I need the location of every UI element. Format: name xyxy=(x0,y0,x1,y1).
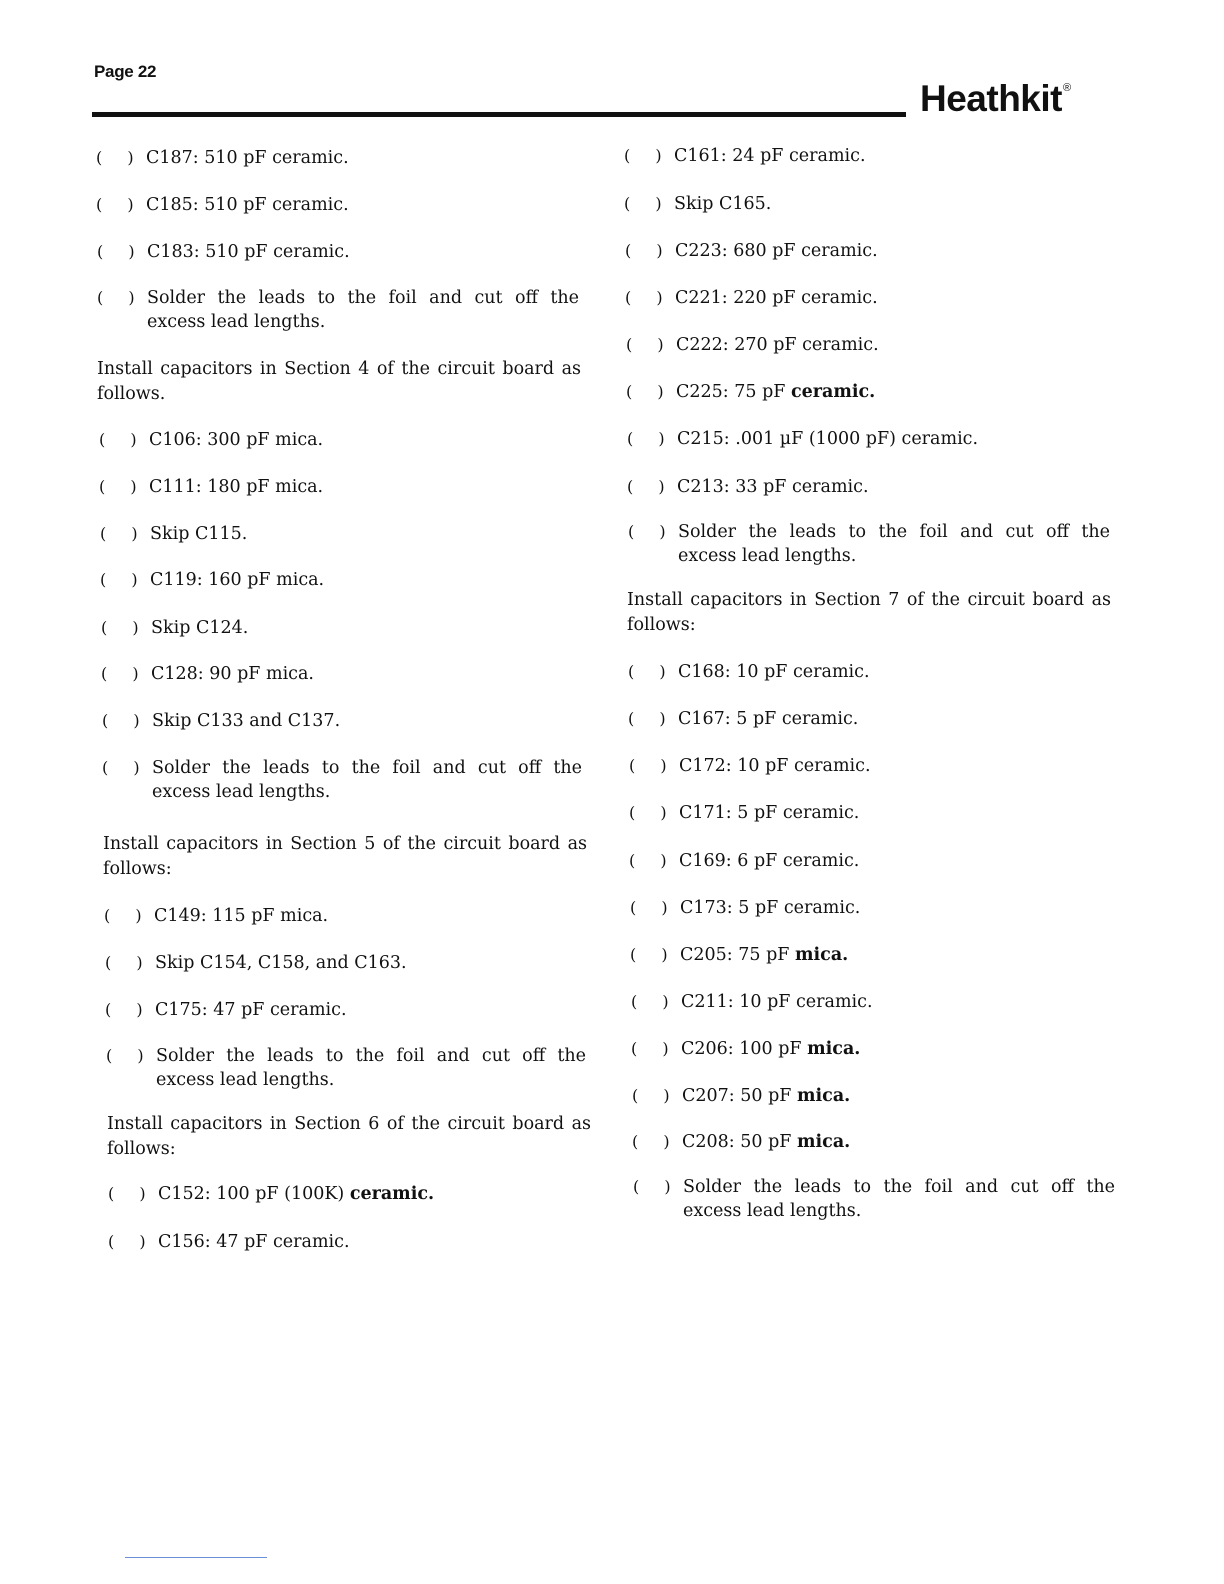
item-text xyxy=(676,380,1116,404)
item-text: C156: 47 pF ceramic. xyxy=(158,1232,350,1252)
checkbox[interactable]: ( ) xyxy=(628,662,676,681)
checklist-item xyxy=(625,286,1115,310)
item-text-main: C208: 50 pF xyxy=(682,1132,797,1152)
item-text: C221: 220 pF ceramic. xyxy=(675,288,878,308)
checklist-item xyxy=(626,380,1116,404)
item-text: Skip C115. xyxy=(150,524,248,544)
checklist-item xyxy=(627,475,1117,499)
item-text: C215: .001 µF (1000 pF) ceramic. xyxy=(677,429,979,449)
checkbox[interactable]: ( ) xyxy=(99,430,147,449)
checkbox[interactable]: ( ) xyxy=(96,195,144,214)
checkbox[interactable]: ( ) xyxy=(632,1086,680,1105)
checklist-item xyxy=(631,1037,1121,1061)
checkbox[interactable]: ( ) xyxy=(632,1132,680,1151)
item-text: C111: 180 pF mica. xyxy=(149,477,324,497)
checkbox[interactable]: ( ) xyxy=(629,851,677,870)
item-text-bold: mica. xyxy=(795,945,849,965)
item-text: C222: 270 pF ceramic. xyxy=(676,335,879,355)
checkbox[interactable]: ( ) xyxy=(624,146,672,165)
item-text: Solder the leads to the foil and cut off the excess lead lengths. xyxy=(678,522,1110,566)
section-instruction: Install capacitors in Section 4 of the circuit board as follows. xyxy=(97,359,581,404)
item-text xyxy=(158,1182,598,1206)
item-text: Solder the leads to the foil and cut off the excess lead lengths. xyxy=(156,1046,586,1090)
checkbox[interactable]: ( ) xyxy=(97,242,145,261)
checklist-item xyxy=(625,239,1115,263)
checkbox[interactable]: ( ) xyxy=(627,477,675,496)
checkbox[interactable]: ( ) xyxy=(102,711,150,730)
item-text: C171: 5 pF ceramic. xyxy=(679,803,860,823)
checkbox[interactable]: ( ) xyxy=(104,906,152,925)
checkbox[interactable]: ( ) xyxy=(630,945,678,964)
brand-logo xyxy=(920,78,1071,120)
checklist-item xyxy=(99,475,589,499)
item-text-bold: ceramic. xyxy=(349,1184,435,1204)
checklist-item xyxy=(108,1230,598,1254)
checklist-item xyxy=(630,896,1120,920)
checkbox[interactable]: ( ) xyxy=(105,953,153,972)
checkbox[interactable]: ( ) xyxy=(629,803,677,822)
item-text: C173: 5 pF ceramic. xyxy=(680,898,861,918)
header-rule xyxy=(92,112,906,117)
checklist-item xyxy=(104,904,594,928)
checkbox[interactable]: ( ) xyxy=(625,288,673,307)
item-text xyxy=(680,943,1120,967)
checkbox[interactable]: ( ) xyxy=(100,570,148,589)
checkbox[interactable]: ( ) xyxy=(106,1046,154,1065)
checklist-item xyxy=(96,146,586,170)
item-text: C211: 10 pF ceramic. xyxy=(681,992,873,1012)
item-text-bold: ceramic. xyxy=(791,382,876,402)
checklist-item xyxy=(108,1182,598,1206)
item-text: Skip C124. xyxy=(151,618,249,638)
checklist-item xyxy=(628,707,1118,731)
checklist-item xyxy=(100,522,590,546)
section-instruction: Install capacitors in Section 5 of the circuit board as follows: xyxy=(103,834,587,879)
checkbox[interactable]: ( ) xyxy=(630,898,678,917)
item-text-main: C205: 75 pF xyxy=(680,945,795,965)
item-text: C149: 115 pF mica. xyxy=(154,906,329,926)
checklist-item xyxy=(100,568,590,592)
checkbox[interactable]: ( ) xyxy=(626,335,674,354)
checklist-item xyxy=(101,616,591,640)
checklist-item xyxy=(102,756,582,804)
item-text xyxy=(681,1037,1121,1061)
item-text: Solder the leads to the foil and cut off the excess lead lengths. xyxy=(683,1177,1115,1221)
item-text: C161: 24 pF ceramic. xyxy=(674,146,866,166)
page-number: Page 22 xyxy=(94,62,157,81)
checkbox[interactable]: ( ) xyxy=(108,1184,156,1203)
checkbox[interactable]: ( ) xyxy=(624,194,672,213)
item-text: C106: 300 pF mica. xyxy=(149,430,324,450)
item-text: C223: 680 pF ceramic. xyxy=(675,241,878,261)
checkbox[interactable]: ( ) xyxy=(105,1000,153,1019)
checkbox[interactable]: ( ) xyxy=(625,241,673,260)
item-text-bold: mica. xyxy=(797,1086,851,1106)
checkbox[interactable]: ( ) xyxy=(96,148,144,167)
checkbox[interactable]: ( ) xyxy=(101,664,149,683)
item-text xyxy=(682,1084,1122,1108)
checklist-item xyxy=(624,144,1114,168)
checkbox[interactable]: ( ) xyxy=(100,524,148,543)
item-text-main: C152: 100 pF (100K) xyxy=(158,1184,350,1204)
checklist-item xyxy=(626,333,1116,357)
checklist-item xyxy=(105,998,595,1022)
item-text: C175: 47 pF ceramic. xyxy=(155,1000,347,1020)
checklist-item xyxy=(97,286,579,334)
checkbox[interactable]: ( ) xyxy=(102,758,150,777)
item-text: Solder the leads to the foil and cut off the excess lead lengths. xyxy=(147,288,579,332)
checkbox[interactable]: ( ) xyxy=(101,618,149,637)
checkbox[interactable]: ( ) xyxy=(629,756,677,775)
item-text: C169: 6 pF ceramic. xyxy=(679,851,860,871)
section-instruction: Install capacitors in Section 6 of the circuit board as follows: xyxy=(107,1114,591,1159)
checklist-item xyxy=(97,240,587,264)
checklist-item xyxy=(630,943,1120,967)
item-text: C187: 510 pF ceramic. xyxy=(146,148,349,168)
checkbox[interactable]: ( ) xyxy=(631,1039,679,1058)
registered-mark: ® xyxy=(1062,82,1071,94)
checkbox[interactable]: ( ) xyxy=(633,1177,681,1196)
checklist-item xyxy=(99,428,589,452)
checklist-item xyxy=(629,801,1119,825)
checklist-item xyxy=(629,849,1119,873)
checklist-item xyxy=(629,754,1119,778)
footer-line xyxy=(125,1557,267,1558)
item-text-bold: mica. xyxy=(797,1132,851,1152)
checklist-item xyxy=(632,1084,1122,1108)
item-text: C168: 10 pF ceramic. xyxy=(678,662,870,682)
checklist-item xyxy=(101,662,591,686)
checkbox[interactable]: ( ) xyxy=(628,709,676,728)
checkbox[interactable]: ( ) xyxy=(97,288,145,307)
item-text xyxy=(682,1130,1122,1154)
checklist-item xyxy=(105,951,595,975)
checklist-item xyxy=(624,192,1114,216)
checklist-item xyxy=(106,1044,586,1092)
checklist-item xyxy=(633,1175,1115,1223)
checkbox[interactable]: ( ) xyxy=(631,992,679,1011)
checkbox[interactable]: ( ) xyxy=(627,429,675,448)
checkbox[interactable]: ( ) xyxy=(99,477,147,496)
item-text: Skip C165. xyxy=(674,194,772,214)
checklist-item xyxy=(102,709,592,733)
checkbox[interactable]: ( ) xyxy=(628,522,676,541)
item-text: C128: 90 pF mica. xyxy=(151,664,314,684)
item-text-main: C225: 75 pF xyxy=(676,382,791,402)
item-text: C213: 33 pF ceramic. xyxy=(677,477,869,497)
item-text: Skip C133 and C137. xyxy=(152,711,341,731)
checklist-item xyxy=(628,520,1110,568)
item-text-bold: mica. xyxy=(807,1039,861,1059)
checklist-item xyxy=(632,1130,1122,1154)
item-text-main: C207: 50 pF xyxy=(682,1086,797,1106)
item-text: C183: 510 pF ceramic. xyxy=(147,242,350,262)
checklist-item xyxy=(627,427,1117,451)
item-text: Skip C154, C158, and C163. xyxy=(155,953,407,973)
item-text: C172: 10 pF ceramic. xyxy=(679,756,871,776)
item-text: C119: 160 pF mica. xyxy=(150,570,325,590)
item-text: C167: 5 pF ceramic. xyxy=(678,709,859,729)
checkbox[interactable]: ( ) xyxy=(108,1232,156,1251)
item-text: Solder the leads to the foil and cut off the excess lead lengths. xyxy=(152,758,582,802)
checklist-item xyxy=(631,990,1121,1014)
checkbox[interactable]: ( ) xyxy=(626,382,674,401)
section-instruction: Install capacitors in Section 7 of the circuit board as follows: xyxy=(627,590,1111,635)
checklist-item xyxy=(96,193,586,217)
item-text-main: C206: 100 pF xyxy=(681,1039,808,1059)
checklist-item xyxy=(628,660,1118,684)
brand-name: Heathkit xyxy=(920,78,1062,119)
item-text: C185: 510 pF ceramic. xyxy=(146,195,349,215)
